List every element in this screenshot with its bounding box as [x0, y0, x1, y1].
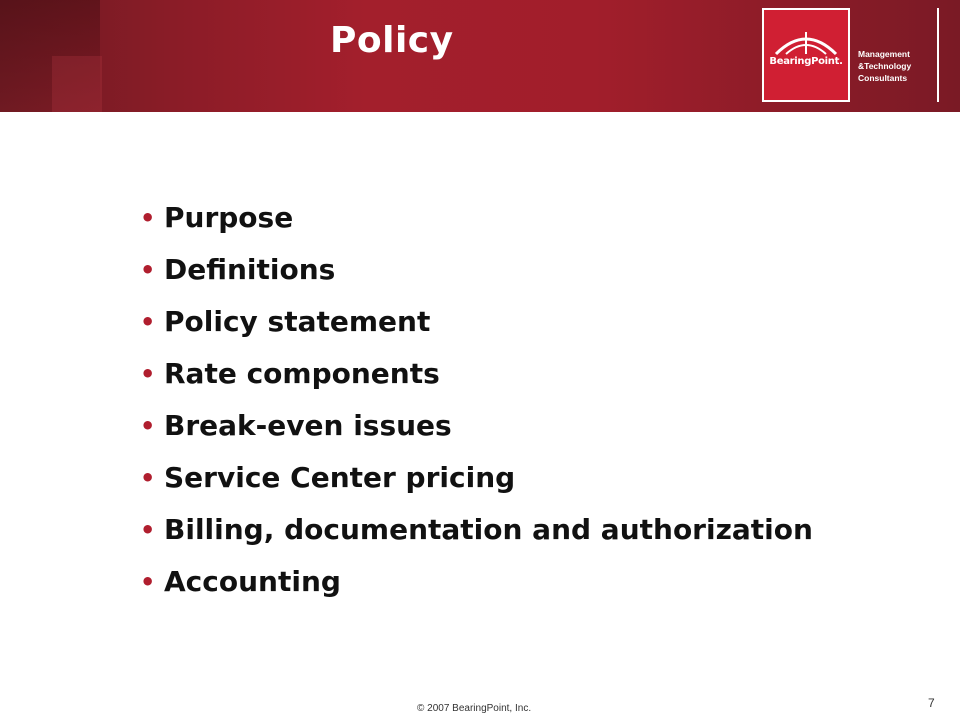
- header-divider: [937, 8, 939, 102]
- bullet-text: Rate components: [164, 357, 440, 390]
- bullet-text: Accounting: [164, 565, 341, 598]
- bullet-item: [140, 404, 813, 456]
- bullet-list: [140, 196, 813, 612]
- tagline-line: &Technology: [858, 61, 912, 71]
- bullet-item: [140, 560, 813, 612]
- bullet-item: [140, 300, 813, 352]
- bullet-icon: •: [140, 256, 156, 284]
- header-banner: [0, 0, 960, 112]
- slide-title: Policy: [330, 20, 454, 61]
- bullet-text: Policy statement: [164, 305, 431, 338]
- bullet-icon: •: [140, 308, 156, 336]
- logo-wordmark: BearingPoint.: [769, 56, 843, 67]
- bullet-icon: •: [140, 204, 156, 232]
- bullet-item: [140, 248, 813, 300]
- bullet-icon: •: [140, 360, 156, 388]
- bullet-icon: •: [140, 568, 156, 596]
- page-number: 7: [928, 696, 935, 710]
- bullet-text: Service Center pricing: [164, 461, 516, 494]
- bullet-text: Billing, documentation and authorization: [164, 513, 813, 546]
- bullet-text: Definitions: [164, 253, 336, 286]
- copyright-notice: © 2007 BearingPoint, Inc.: [417, 703, 532, 714]
- tagline-line: Management: [858, 49, 910, 59]
- bullet-icon: •: [140, 464, 156, 492]
- bullet-icon: •: [140, 516, 156, 544]
- header-decor-square: [52, 56, 102, 112]
- brand-tagline: [858, 48, 930, 84]
- bearingpoint-logo: [762, 8, 850, 102]
- bullet-item: [140, 456, 813, 508]
- bullet-text: Purpose: [164, 201, 294, 234]
- bullet-item: [140, 508, 813, 560]
- bullet-item: [140, 352, 813, 404]
- bullet-item: [140, 196, 813, 248]
- bullet-icon: •: [140, 412, 156, 440]
- tagline-line: Consultants: [858, 73, 908, 83]
- bullet-text: Break-even issues: [164, 409, 452, 442]
